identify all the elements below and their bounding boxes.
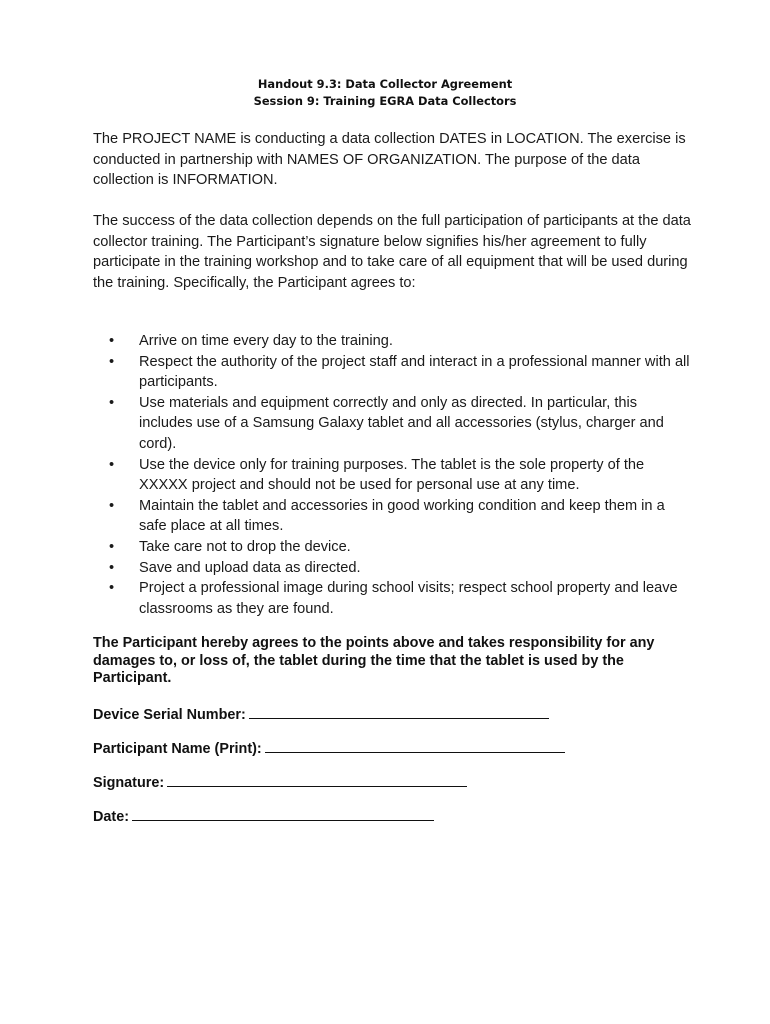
device-serial-label: Device Serial Number: [93, 707, 246, 723]
agreement-bullet-list [93, 331, 693, 619]
bullet-icon: • [109, 538, 115, 555]
success-paragraph: The success of the data collection depends on the full participation of participants at the data collector training. The Participant’s signature below signifies his/her agreement to fully participate in the training workshop and to take care of all equipment that will be used during the training. Specifically, the Participant agrees to: [93, 213, 691, 291]
participant-name-field [93, 738, 565, 758]
list-item [93, 578, 693, 619]
list-item [93, 352, 693, 393]
handout-title: Handout 9.3: Data Collector Agreement [257, 77, 513, 91]
bullet-icon: • [109, 333, 115, 349]
list-item-text: Project a professional image during school visits; respect school property and leave classrooms as they are found. [139, 580, 678, 617]
signature-label: Signature: [93, 775, 165, 791]
list-item-text: Arrive on time every day to the training. [139, 333, 393, 349]
signature-blank-line[interactable] [167, 772, 467, 787]
list-item-text: Use materials and equipment correctly and only as directed. In particular, this includes use of a Samsung Galaxy tablet and all accessories (stylus, charger and cord). [139, 394, 664, 452]
bullet-icon: • [109, 394, 115, 411]
bullet-icon: • [109, 559, 115, 576]
signature-field [93, 772, 467, 792]
list-item [93, 558, 693, 579]
agreement-statement: The Participant hereby agrees to the points above and takes responsibility for any damages to, or loss of, the tablet during the time that the tablet is used by the Participant. [93, 635, 655, 686]
list-item-text: Respect the authority of the project staff and interact in a professional manner with all participants. [139, 353, 690, 391]
intro-paragraph: The PROJECT NAME is conducting a data collection DATES in LOCATION. The exercise is conducted in partnership with NAMES OF ORGANIZATION. The purpose of the data collection is INFORMATION. [93, 131, 686, 189]
device-serial-field [93, 704, 549, 724]
list-item-text: Take care not to drop the device. [139, 538, 351, 555]
device-serial-blank-line[interactable] [249, 704, 549, 719]
bullet-icon: • [109, 456, 115, 473]
bullet-icon: • [109, 497, 115, 514]
list-item [93, 496, 693, 537]
bullet-icon: • [109, 353, 115, 370]
list-item-text: Use the device only for training purposes. The tablet is the sole property of the XXXXX project and should not be used for personal use at any time. [139, 456, 645, 494]
list-item [93, 537, 693, 558]
participant-name-blank-line[interactable] [265, 738, 565, 753]
session-subtitle: Session 9: Training EGRA Data Collectors [253, 94, 517, 108]
handout-header [0, 76, 770, 110]
participant-name-label: Participant Name (Print): [93, 741, 262, 757]
list-item [93, 455, 693, 496]
date-label: Date: [93, 809, 129, 825]
list-item [93, 393, 693, 455]
date-field [93, 806, 434, 826]
list-item-text: Maintain the tablet and accessories in good working condition and keep them in a safe place at all times. [139, 497, 665, 535]
bullet-icon: • [109, 580, 115, 597]
list-item [93, 331, 693, 352]
date-blank-line[interactable] [132, 806, 434, 821]
list-item-text: Save and upload data as directed. [139, 559, 361, 576]
